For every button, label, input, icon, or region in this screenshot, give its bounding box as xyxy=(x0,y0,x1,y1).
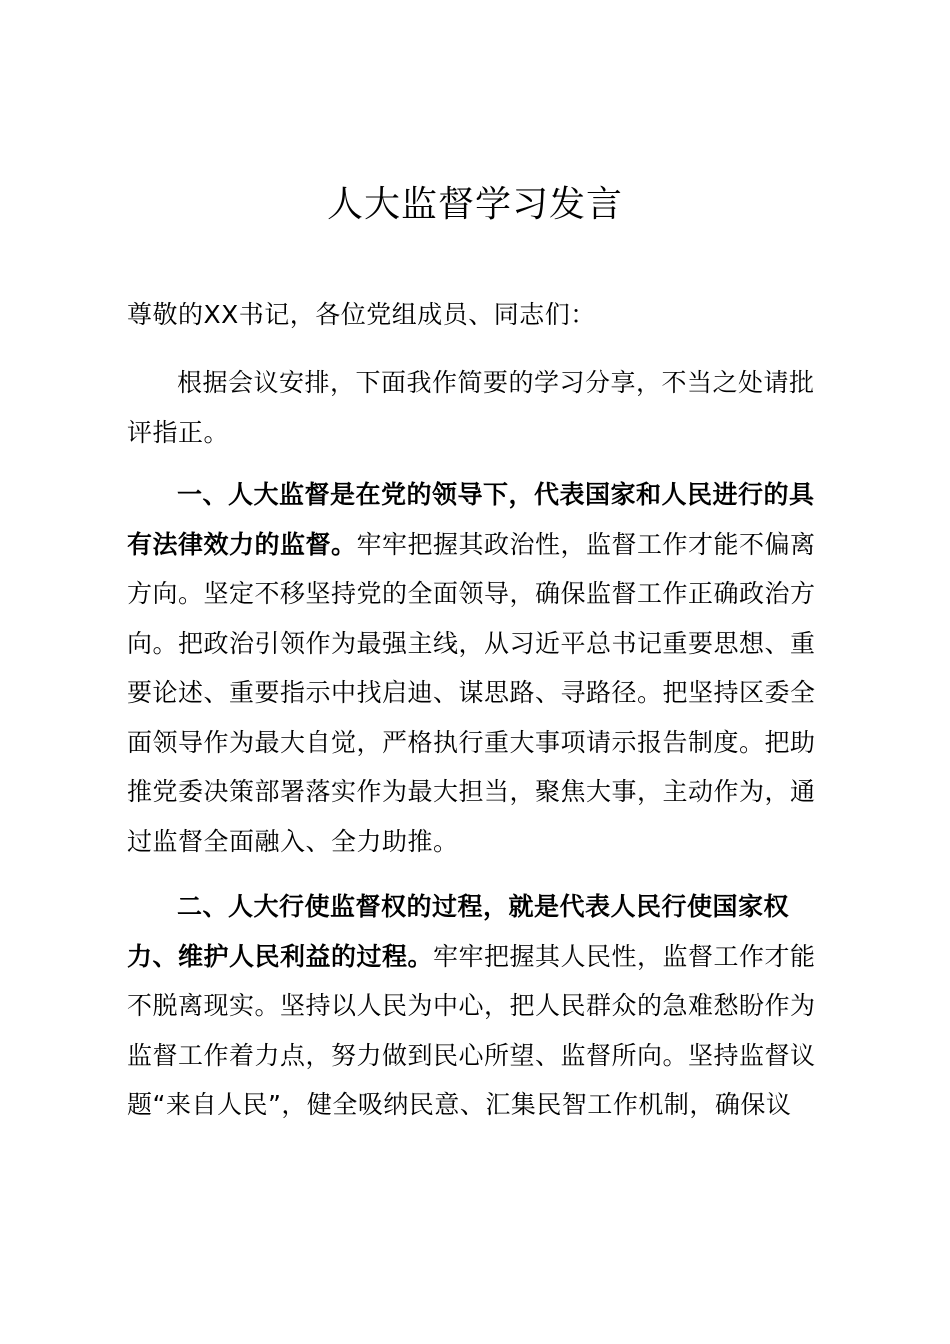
paragraph-line: 推党委决策部署落实作为最大担当，聚焦大事，主动作为，通 xyxy=(127,777,816,806)
paragraph-line: 要论述、重要指示中找启迪、谋思路、寻路径。把坚持区委全 xyxy=(127,678,816,707)
section-1-paragraph xyxy=(127,470,827,866)
paragraph-text: 牢牢把握其政治性，监督工作才能不偏离 xyxy=(356,529,816,559)
section-2-paragraph xyxy=(127,882,827,1130)
paragraph-line: 题“来自人民”，健全吸纳民意、汇集民智工作机制，确保议 xyxy=(127,1090,792,1119)
paragraph-line xyxy=(127,932,827,982)
document-title: 人大监督学习发言 xyxy=(326,184,623,225)
section-1-heading-end: 有法律效力的监督。 xyxy=(127,529,357,559)
salutation-paragraph xyxy=(127,290,827,340)
paragraph-line: 方向。坚定不移坚持党的全面领导，确保监督工作正确政治方 xyxy=(127,579,816,608)
section-1-heading: 一、人大监督是在党的领导下，代表国家和人民进行的具 xyxy=(177,480,815,509)
section-2-heading: 二、人大行使监督权的过程，就是代表人民行使国家权 xyxy=(177,892,790,921)
intro-paragraph xyxy=(127,358,827,457)
paragraph-line: 根据会议安排，下面我作简要的学习分享，不当之处请批 xyxy=(177,368,815,397)
section-2-heading-end: 力、维护人民利益的过程。 xyxy=(127,941,434,971)
paragraph-line: 评指正。 xyxy=(127,417,230,447)
paragraph-line: 向。把政治引领作为最强主线，从习近平总书记重要思想、重 xyxy=(127,628,816,658)
paragraph-line: 面领导作为最大自觉，严格执行重大事项请示报告制度。把助 xyxy=(127,727,816,757)
paragraph-line: 不脱离现实。坚持以人民为中心，把人民群众的急难愁盼作为 xyxy=(127,991,816,1020)
paragraph-line: 过监督全面融入、全力助推。 xyxy=(127,826,459,856)
paragraph-line xyxy=(127,520,827,570)
paragraph-line: 监督工作着力点，努力做到民心所望、监督所向。坚持监督议 xyxy=(127,1040,816,1070)
salutation-line: 尊敬的XX书记，各位党组成员、同志们： xyxy=(127,300,596,329)
paragraph-text: 牢牢把握其人民性，监督工作才能 xyxy=(433,941,816,971)
